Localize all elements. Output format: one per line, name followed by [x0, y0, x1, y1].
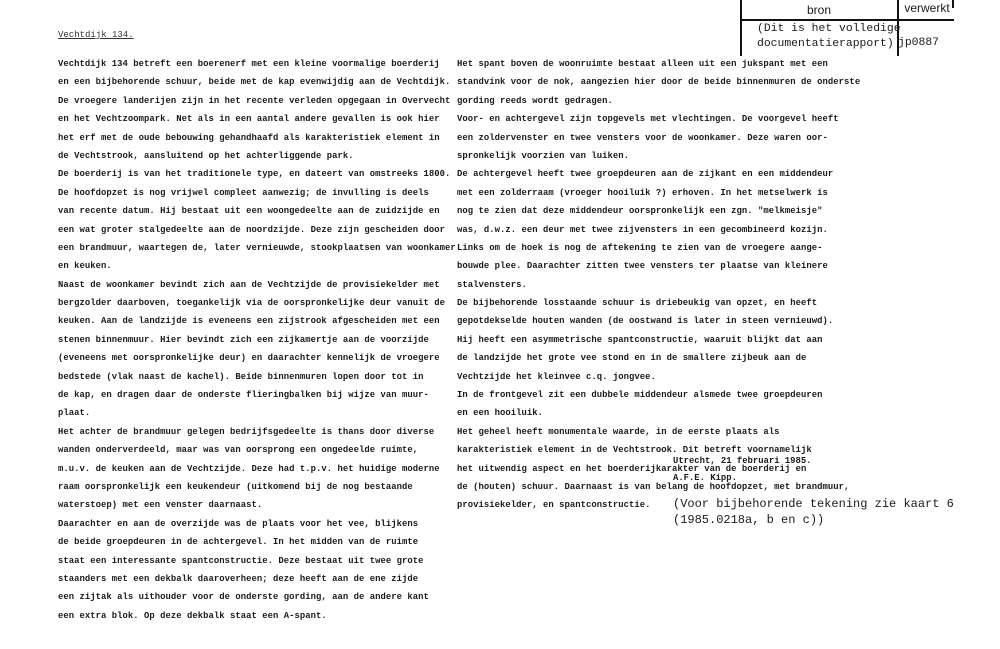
text-line: raam oorspronkelijk een keukendeur (uitkomend bij de nog bestaande — [58, 481, 413, 492]
text-line: het erf met de oude bebouwing gehandhaafd als karakteristiek element in — [58, 132, 440, 143]
text-line: de (houten) schuur. Daarnaast is van belang de hoofdopzet, met brandmuur, — [457, 481, 850, 492]
text-line: De vroegere landerijen zijn in het recente verleden opgegaan in Overvecht — [58, 95, 451, 106]
text-line: De bijbehorende losstaande schuur is driebeukig van opzet, en heeft — [457, 298, 818, 309]
text-line: de kap, en dragen daar de onderste flieringbalken bij wijze van muur- — [58, 390, 429, 401]
right-column — [457, 55, 860, 515]
text-line: spronkelijk voorzien van luiken. — [457, 150, 630, 161]
text-line: standvink voor de nok, aangezien hier door de beide binnenmuren de onderste — [457, 77, 861, 88]
drawing-reference — [673, 496, 954, 528]
bron-header: bron — [806, 3, 832, 17]
source-note — [757, 22, 901, 52]
text-line: Het geheel heeft monumentale waarde, in de eerste plaats als — [457, 426, 780, 437]
text-line: Links om de hoek is nog de aftekening te zien van de vroegere aange- — [457, 242, 823, 253]
text-line: bedstede (vlak naast de kachel). Beide binnenmuren lopen door tot in — [58, 371, 424, 382]
text-line: bouwde plee. Daarachter zitten twee vensters ter plaatse van kleinere — [457, 261, 828, 272]
text-line: nog te zien dat deze middendeur oorspronkelijk een zgn. "melkmeisje" — [457, 206, 823, 217]
text-line: een zijtak als uithouder voor de onderste gording, aan de andere kant — [58, 592, 429, 603]
text-line: Het achter de brandmuur gelegen bedrijfsgedeelte is thans door diverse — [58, 426, 435, 437]
note-line: (Dit is het volledige — [757, 23, 901, 35]
text-line: was, d.w.z. een deur met twee zijvensters in een gecombineerd kozijn. — [457, 224, 828, 235]
verwerkt-header: verwerkt — [904, 1, 950, 15]
text-line: en een hooiluik. — [457, 408, 544, 419]
text-line: en keuken. — [58, 261, 112, 272]
text-line: waterstoep) met een venster daarnaast. — [58, 500, 263, 511]
text-line: een extra blok. Op deze dekbalk staat een A-spant. — [58, 610, 327, 621]
left-column — [58, 55, 456, 625]
text-line: de landzijde het grote vee stond en in de smallere zijbeuk aan de — [457, 353, 807, 364]
text-line: de Vechtstrook, aansluitend op het achterliggende park. — [58, 150, 354, 161]
text-line: Daarachter en aan de overzijde was de plaats voor het vee, blijkens — [58, 518, 419, 529]
text-line: plaat. — [58, 408, 91, 419]
source-table — [740, 0, 954, 56]
text-line: gording reeds wordt gedragen. — [457, 95, 613, 106]
text-line: staat een interessante spantconstructie. Deze bestaat uit twee grote — [58, 555, 424, 566]
text-line: keuken. Aan de landzijde is eveneens een zijstrook afgescheiden met een — [58, 316, 440, 327]
text-line: De achtergevel heeft twee groepdeuren aan de zijkant en een middendeur — [457, 169, 834, 180]
text-line: Het spant boven de woonruimte bestaat alleen uit een jukspant met een — [457, 59, 828, 69]
text-line: bergzolder daarboven, toegankelijk via de oorspronkelijke deur vanuit de — [58, 298, 446, 309]
text-line: van recente datum. Hij bestaat uit een woongedeelte aan de zuidzijde en — [58, 206, 440, 217]
text-line: Vechtdijk 134 betreft een boerenerf met een kleine voormalige boerderij — [58, 59, 440, 69]
text-line: een zoldervenster en twee vensters voor de woonkamer. Deze waren oor- — [457, 132, 828, 143]
reference-line: (1985.0218a, b en c)) — [673, 513, 825, 527]
text-line: een brandmuur, waartegen de, later vernieuwde, stookplaatsen van woonkamer — [58, 242, 456, 253]
author: A.F.E. Kipp. — [673, 473, 737, 483]
text-line: staanders met een dekbalk daaroverheen; deze heeft aan de ene zijde — [58, 573, 419, 584]
text-line: Naast de woonkamer bevindt zich aan de Vechtzijde de provisiekelder met — [58, 279, 440, 290]
document-title: Vechtdijk 134. — [58, 30, 134, 40]
text-line: stalvensters. — [457, 279, 527, 290]
text-line: m.u.v. de keuken aan de Vechtzijde. Deze had t.p.v. het huidige moderne — [58, 463, 440, 474]
text-line: Voor- en achtergevel zijn topgevels met vlechtingen. De voorgevel heeft — [457, 114, 839, 125]
text-line: De hoofdopzet is nog vrijwel compleet aanwezig; de invulling is deels — [58, 187, 429, 198]
table-divider — [740, 19, 954, 21]
text-line: de beide groepdeuren in de achtergevel. In het midden van de ruimte — [58, 537, 419, 548]
reference-line: (Voor bijbehorende tekening zie kaart 6 — [673, 497, 954, 511]
place-date: Utrecht, 21 februari 1985. — [673, 456, 812, 466]
text-line: stenen binnenmuur. Hier bevindt zich een zijkamertje aan de voorzijde — [58, 334, 429, 345]
note-line: documentatierapport) — [757, 38, 894, 50]
text-line: (eveneens met oorspronkelijke deur) en daarachter kennelijk de vroegere — [58, 353, 440, 364]
text-line: In de frontgevel zit een dubbele middendeur alsmede twee groepdeuren — [457, 390, 823, 401]
text-line: Vechtzijde het kleinvee c.q. jongvee. — [457, 371, 656, 382]
text-line: en het Vechtzoompark. Net als in een aantal andere gevallen is ook hier — [58, 114, 440, 125]
text-line: Hij heeft een asymmetrische spantconstructie, waaruit blijkt dat aan — [457, 334, 823, 345]
text-line: met een zolderraam (vroeger hooiluik ?) erhoven. In het metselwerk is — [457, 187, 828, 198]
text-line: gepotdekselde houten wanden (de oostwand is later in steen vernieuwd). — [457, 316, 834, 327]
signature — [673, 453, 811, 487]
text-line: provisiekelder, en spantconstructie. — [457, 500, 651, 511]
text-line: karakteristiek element in de Vechtstrook. Dit betreft voornamelijk — [457, 445, 812, 456]
text-line: en een bijbehorende schuur, beide met de kap evenwijdig aan de Vechtdijk. — [58, 77, 451, 88]
text-line: een wat groter stalgedeelte aan de noordzijde. Deze zijn gescheiden door — [58, 224, 446, 235]
text-line: wanden onderverdeeld, maar was van oorsprong een ongedeelde ruimte, — [58, 445, 419, 456]
text-line: De boerderij is van het traditionele type, en dateert van omstreeks 1800. — [58, 169, 451, 180]
text-line: het uitwendig aspect en het boerderijkarakter van de boerderij en — [457, 463, 807, 474]
processed-code: jp0887 — [898, 37, 940, 49]
